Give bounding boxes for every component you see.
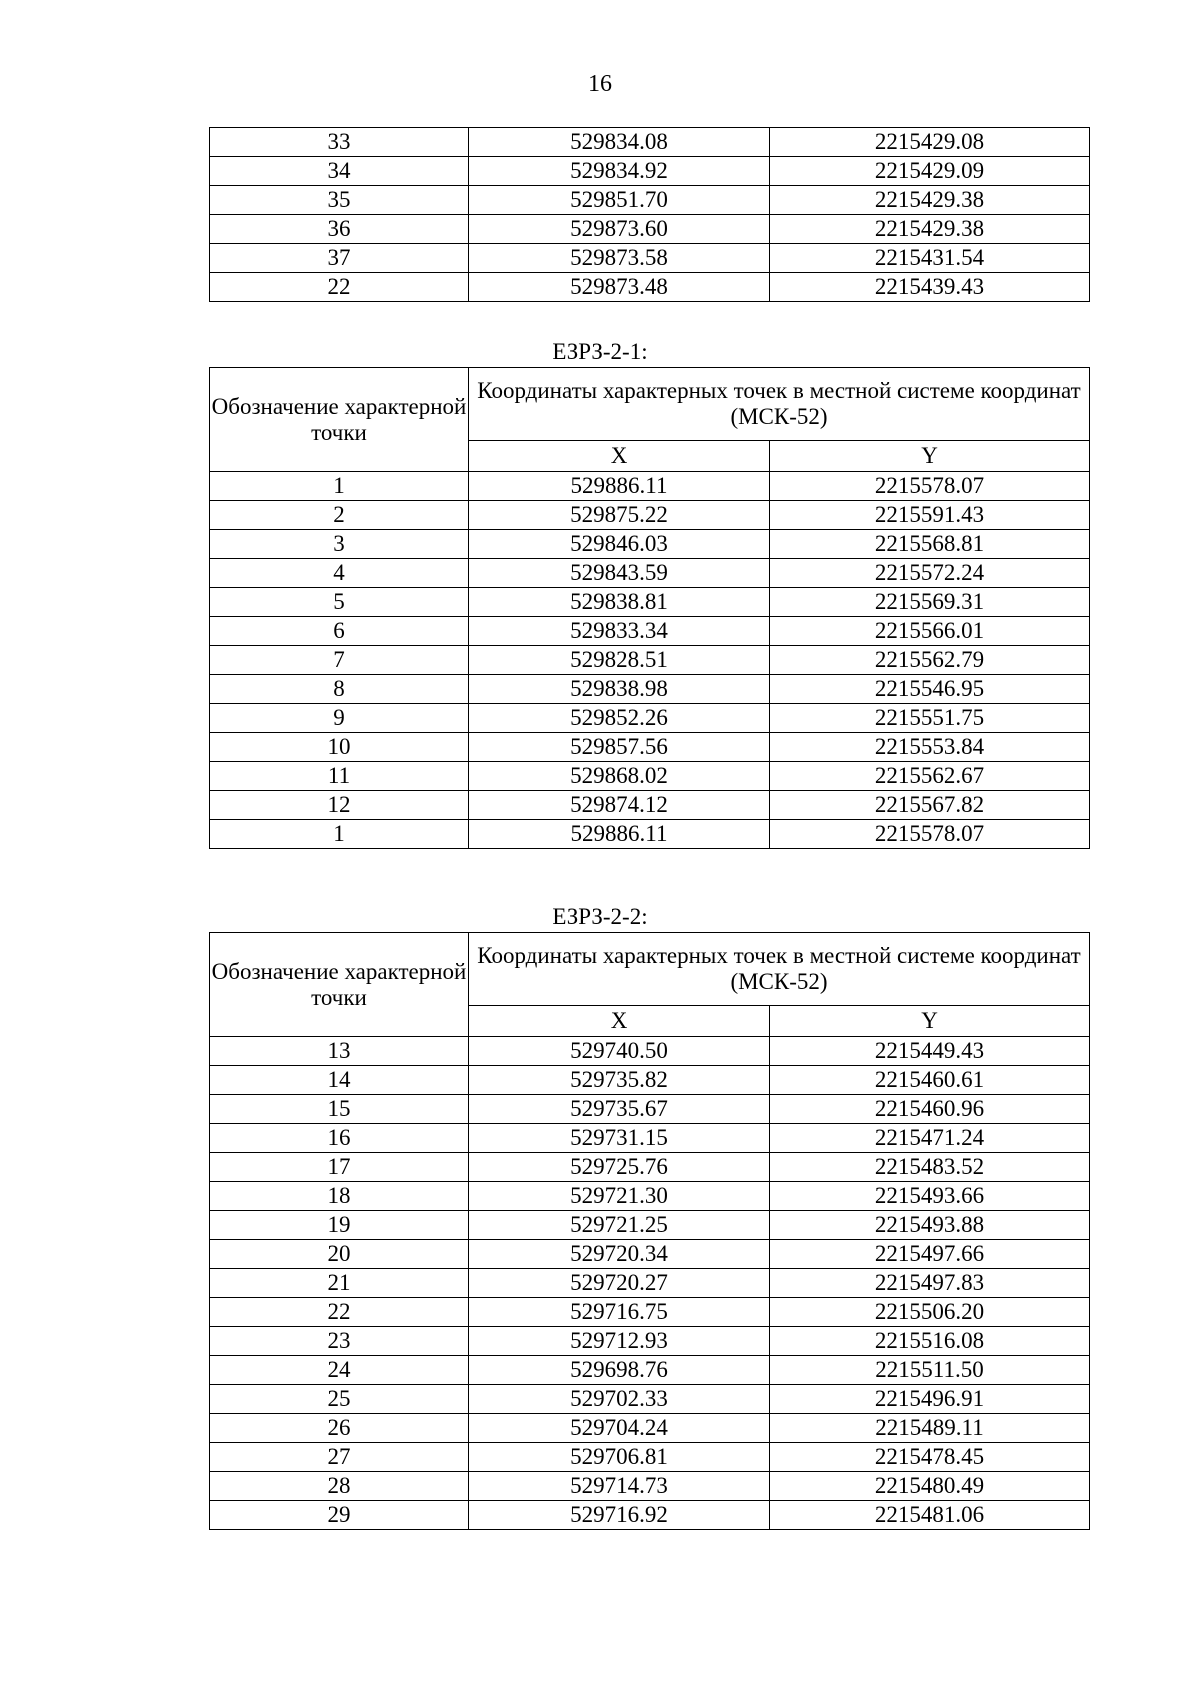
table-row	[210, 559, 1090, 588]
table-row	[210, 1501, 1090, 1530]
y-coordinate-cell: 2215546.95	[770, 675, 1090, 704]
point-number-cell: 8	[210, 675, 469, 704]
x-coordinate-cell: 529716.75	[469, 1298, 770, 1327]
point-number-cell: 3	[210, 530, 469, 559]
point-number-cell: 7	[210, 646, 469, 675]
point-number-cell: 35	[210, 186, 469, 215]
point-number-cell: 24	[210, 1356, 469, 1385]
point-number-cell: 29	[210, 1501, 469, 1530]
table-row	[210, 588, 1090, 617]
x-coordinate-cell: 529704.24	[469, 1414, 770, 1443]
y-coordinate-cell: 2215429.38	[770, 186, 1090, 215]
x-coordinate-cell: 529857.56	[469, 733, 770, 762]
y-coordinate-cell: 2215449.43	[770, 1037, 1090, 1066]
point-number-cell: 10	[210, 733, 469, 762]
y-coordinate-cell: 2215516.08	[770, 1327, 1090, 1356]
coordinates-table-continued	[209, 127, 1090, 302]
x-coordinate-cell: 529873.58	[469, 244, 770, 273]
x-coordinate-cell: 529851.70	[469, 186, 770, 215]
header-x: X	[469, 441, 770, 472]
y-coordinate-cell: 2215511.50	[770, 1356, 1090, 1385]
table-row	[210, 791, 1090, 820]
table-row	[210, 1095, 1090, 1124]
x-coordinate-cell: 529725.76	[469, 1153, 770, 1182]
x-coordinate-cell: 529868.02	[469, 762, 770, 791]
y-coordinate-cell: 2215429.09	[770, 157, 1090, 186]
y-coordinate-cell: 2215493.66	[770, 1182, 1090, 1211]
table-caption-ezrz-2-2: ЕЗРЗ-2-2:	[552, 904, 648, 929]
x-coordinate-cell: 529838.81	[469, 588, 770, 617]
point-number-cell: 22	[210, 1298, 469, 1327]
y-coordinate-cell: 2215562.67	[770, 762, 1090, 791]
x-coordinate-cell: 529838.98	[469, 675, 770, 704]
point-number-cell: 2	[210, 501, 469, 530]
y-coordinate-cell: 2215591.43	[770, 501, 1090, 530]
y-coordinate-cell: 2215578.07	[770, 820, 1090, 849]
point-number-cell: 27	[210, 1443, 469, 1472]
y-coordinate-cell: 2215429.08	[770, 128, 1090, 157]
table-row	[210, 1037, 1090, 1066]
x-coordinate-cell: 529874.12	[469, 791, 770, 820]
point-number-cell: 16	[210, 1124, 469, 1153]
x-coordinate-cell: 529720.34	[469, 1240, 770, 1269]
y-coordinate-cell: 2215567.82	[770, 791, 1090, 820]
table-row	[210, 704, 1090, 733]
y-coordinate-cell: 2215431.54	[770, 244, 1090, 273]
x-coordinate-cell: 529834.08	[469, 128, 770, 157]
y-coordinate-cell: 2215483.52	[770, 1153, 1090, 1182]
table-row	[210, 1385, 1090, 1414]
header-point-designation: Обозначение характерной точки	[210, 933, 469, 1037]
x-coordinate-cell: 529833.34	[469, 617, 770, 646]
table-row	[210, 244, 1090, 273]
y-coordinate-cell: 2215429.38	[770, 215, 1090, 244]
y-coordinate-cell: 2215460.96	[770, 1095, 1090, 1124]
x-coordinate-cell: 529721.30	[469, 1182, 770, 1211]
x-coordinate-cell: 529721.25	[469, 1211, 770, 1240]
table-row	[210, 1443, 1090, 1472]
table-row	[210, 1414, 1090, 1443]
x-coordinate-cell: 529712.93	[469, 1327, 770, 1356]
table-row	[210, 128, 1090, 157]
table-row	[210, 820, 1090, 849]
x-coordinate-cell: 529886.11	[469, 820, 770, 849]
y-coordinate-cell: 2215569.31	[770, 588, 1090, 617]
point-number-cell: 26	[210, 1414, 469, 1443]
header-x: X	[469, 1006, 770, 1037]
x-coordinate-cell: 529843.59	[469, 559, 770, 588]
table-row	[210, 617, 1090, 646]
point-number-cell: 34	[210, 157, 469, 186]
y-coordinate-cell: 2215553.84	[770, 733, 1090, 762]
y-coordinate-cell: 2215460.61	[770, 1066, 1090, 1095]
x-coordinate-cell: 529706.81	[469, 1443, 770, 1472]
table-row	[210, 733, 1090, 762]
x-coordinate-cell: 529828.51	[469, 646, 770, 675]
x-coordinate-cell: 529720.27	[469, 1269, 770, 1298]
y-coordinate-cell: 2215566.01	[770, 617, 1090, 646]
x-coordinate-cell: 529740.50	[469, 1037, 770, 1066]
y-coordinate-cell: 2215493.88	[770, 1211, 1090, 1240]
point-number-cell: 1	[210, 820, 469, 849]
point-number-cell: 19	[210, 1211, 469, 1240]
y-coordinate-cell: 2215489.11	[770, 1414, 1090, 1443]
y-coordinate-cell: 2215506.20	[770, 1298, 1090, 1327]
table-row	[210, 472, 1090, 501]
header-y: Y	[770, 1006, 1090, 1037]
x-coordinate-cell: 529735.82	[469, 1066, 770, 1095]
y-coordinate-cell: 2215562.79	[770, 646, 1090, 675]
x-coordinate-cell: 529846.03	[469, 530, 770, 559]
table-row	[210, 762, 1090, 791]
y-coordinate-cell: 2215578.07	[770, 472, 1090, 501]
x-coordinate-cell: 529731.15	[469, 1124, 770, 1153]
y-coordinate-cell: 2215439.43	[770, 273, 1090, 302]
y-coordinate-cell: 2215480.49	[770, 1472, 1090, 1501]
table-row	[210, 1124, 1090, 1153]
point-number-cell: 9	[210, 704, 469, 733]
x-coordinate-cell: 529834.92	[469, 157, 770, 186]
table-row	[210, 1066, 1090, 1095]
table-row	[210, 530, 1090, 559]
point-number-cell: 1	[210, 472, 469, 501]
y-coordinate-cell: 2215568.81	[770, 530, 1090, 559]
y-coordinate-cell: 2215496.91	[770, 1385, 1090, 1414]
point-number-cell: 20	[210, 1240, 469, 1269]
point-number-cell: 15	[210, 1095, 469, 1124]
point-number-cell: 36	[210, 215, 469, 244]
point-number-cell: 37	[210, 244, 469, 273]
point-number-cell: 13	[210, 1037, 469, 1066]
x-coordinate-cell: 529702.33	[469, 1385, 770, 1414]
header-coordinates: Координаты характерных точек в местной системе координат (МСК-52)	[469, 933, 1090, 1006]
point-number-cell: 21	[210, 1269, 469, 1298]
table-row	[210, 1327, 1090, 1356]
point-number-cell: 12	[210, 791, 469, 820]
point-number-cell: 17	[210, 1153, 469, 1182]
point-number-cell: 25	[210, 1385, 469, 1414]
x-coordinate-cell: 529873.60	[469, 215, 770, 244]
header-point-designation: Обозначение характерной точки	[210, 368, 469, 472]
y-coordinate-cell: 2215497.83	[770, 1269, 1090, 1298]
y-coordinate-cell: 2215572.24	[770, 559, 1090, 588]
table-row	[210, 1153, 1090, 1182]
x-coordinate-cell: 529714.73	[469, 1472, 770, 1501]
y-coordinate-cell: 2215551.75	[770, 704, 1090, 733]
table-row	[210, 1269, 1090, 1298]
y-coordinate-cell: 2215497.66	[770, 1240, 1090, 1269]
table-row	[210, 1182, 1090, 1211]
x-coordinate-cell: 529735.67	[469, 1095, 770, 1124]
table-row	[210, 1472, 1090, 1501]
table-row	[210, 1240, 1090, 1269]
point-number-cell: 5	[210, 588, 469, 617]
point-number-cell: 28	[210, 1472, 469, 1501]
x-coordinate-cell: 529698.76	[469, 1356, 770, 1385]
table-caption-ezrz-2-1: ЕЗРЗ-2-1:	[552, 339, 648, 364]
table-row	[210, 501, 1090, 530]
point-number-cell: 6	[210, 617, 469, 646]
table-row	[210, 273, 1090, 302]
point-number-cell: 11	[210, 762, 469, 791]
point-number-cell: 4	[210, 559, 469, 588]
header-y: Y	[770, 441, 1090, 472]
y-coordinate-cell: 2215478.45	[770, 1443, 1090, 1472]
x-coordinate-cell: 529875.22	[469, 501, 770, 530]
coordinates-table-ezrz-2-2	[209, 932, 1090, 1530]
x-coordinate-cell: 529873.48	[469, 273, 770, 302]
table-row	[210, 186, 1090, 215]
page-number: 16	[588, 71, 612, 97]
x-coordinate-cell: 529716.92	[469, 1501, 770, 1530]
header-coordinates: Координаты характерных точек в местной системе координат (МСК-52)	[469, 368, 1090, 441]
point-number-cell: 23	[210, 1327, 469, 1356]
point-number-cell: 14	[210, 1066, 469, 1095]
table-row	[210, 675, 1090, 704]
x-coordinate-cell: 529852.26	[469, 704, 770, 733]
table-row	[210, 1298, 1090, 1327]
table-row	[210, 157, 1090, 186]
y-coordinate-cell: 2215471.24	[770, 1124, 1090, 1153]
table-row	[210, 1356, 1090, 1385]
point-number-cell: 33	[210, 128, 469, 157]
table-row	[210, 215, 1090, 244]
table-row	[210, 1211, 1090, 1240]
point-number-cell: 22	[210, 273, 469, 302]
x-coordinate-cell: 529886.11	[469, 472, 770, 501]
coordinates-table-ezrz-2-1	[209, 367, 1090, 849]
point-number-cell: 18	[210, 1182, 469, 1211]
table-row	[210, 646, 1090, 675]
y-coordinate-cell: 2215481.06	[770, 1501, 1090, 1530]
